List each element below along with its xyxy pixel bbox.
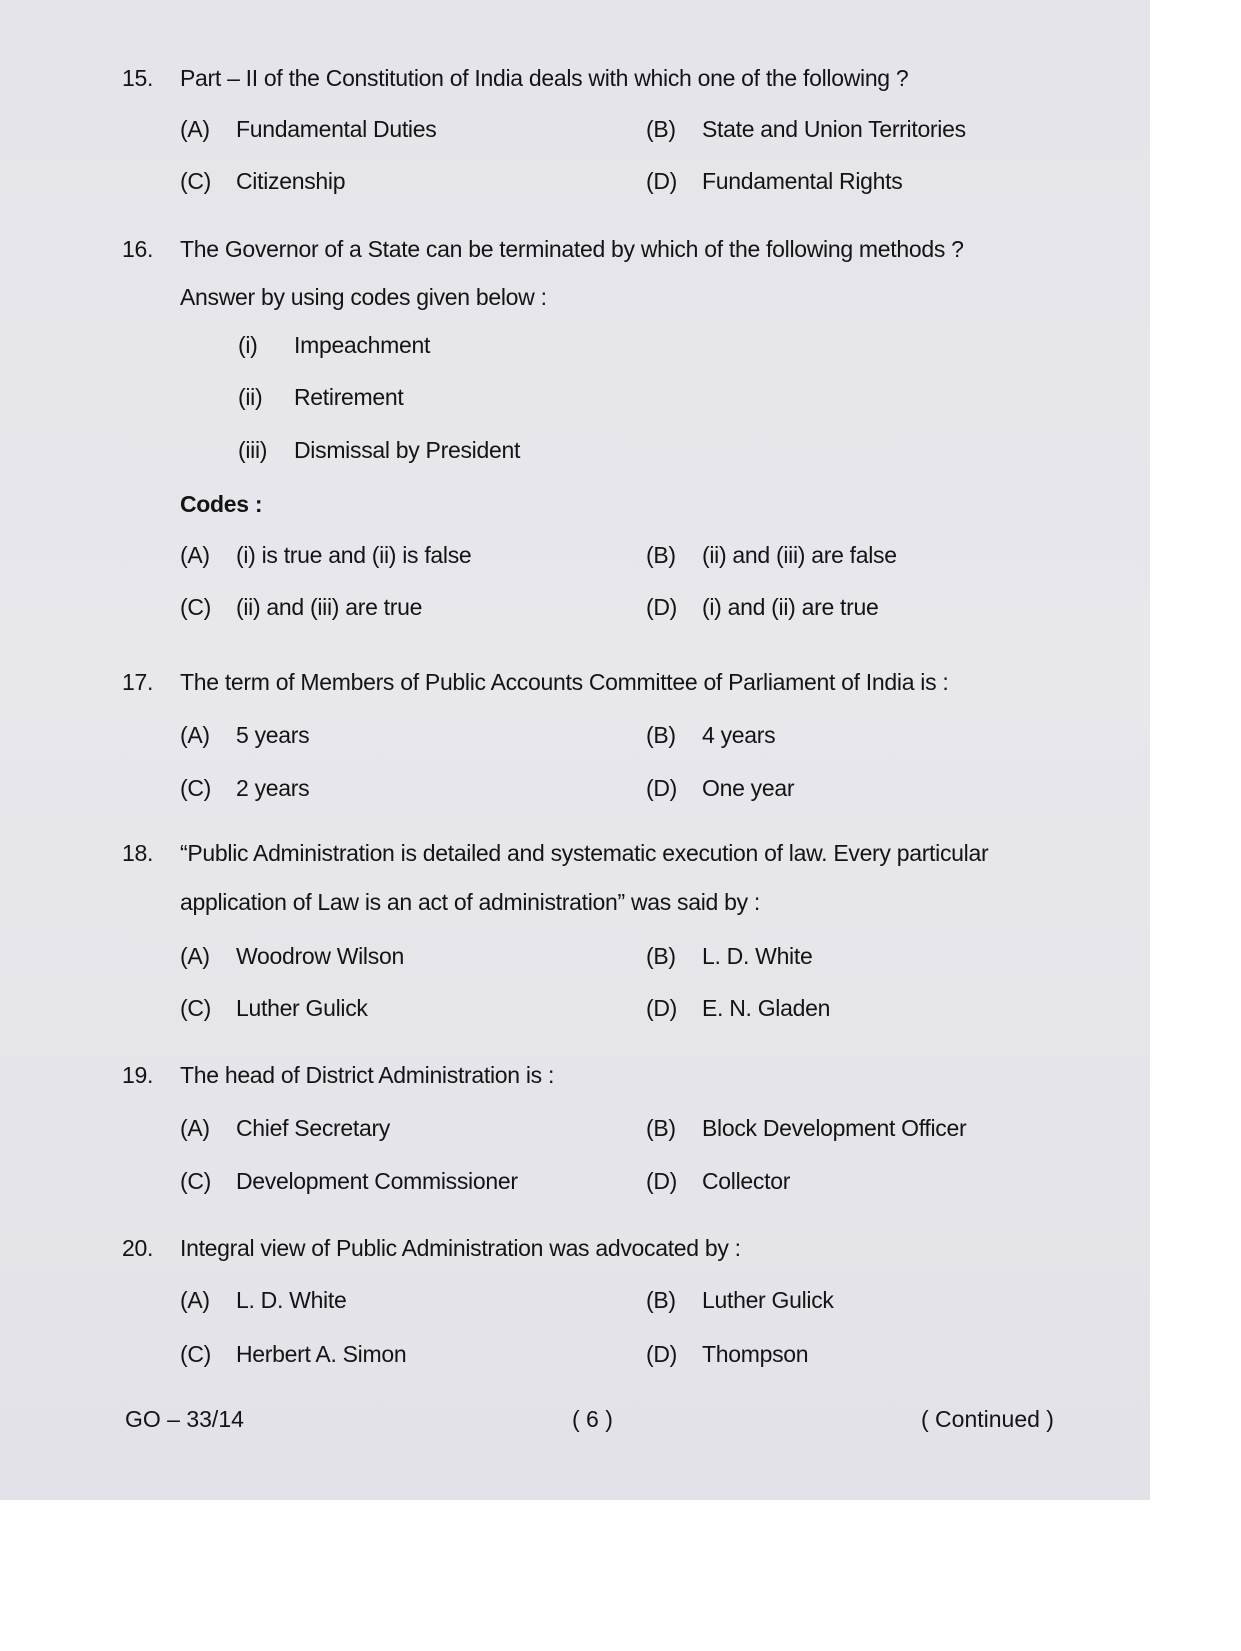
question-text: The term of Members of Public Accounts Committee of Parliament of India is :	[180, 669, 949, 695]
option-a: (A) (i) is true and (ii) is false	[180, 542, 472, 568]
question-instruction: Answer by using codes given below :	[180, 284, 547, 310]
option-c: (C) Luther Gulick	[180, 995, 368, 1021]
option-d: (D) E. N. Gladen	[646, 995, 831, 1021]
option-d: (D) Fundamental Rights	[646, 168, 903, 194]
question-number: 19.	[122, 1062, 154, 1088]
page-number: ( 6 )	[572, 1406, 613, 1432]
question-text: Integral view of Public Administration was advocated by :	[180, 1235, 741, 1261]
option-a: (A) Fundamental Duties	[180, 116, 437, 142]
question-text: The head of District Administration is :	[180, 1062, 555, 1088]
question-number: 15.	[122, 65, 154, 91]
option-c: (C) Herbert A. Simon	[180, 1341, 407, 1367]
option-c: (C) Development Commissioner	[180, 1168, 518, 1194]
list-item-ii: (ii) Retirement	[238, 384, 404, 410]
option-a: (A) 5 years	[180, 722, 310, 748]
continued-label: ( Continued )	[921, 1406, 1054, 1432]
option-b: (B) Luther Gulick	[646, 1287, 834, 1313]
question-text: “Public Administration is detailed and systematic execution of law. Every particular	[180, 840, 989, 866]
option-b: (B) State and Union Territories	[646, 116, 966, 142]
codes-heading: Codes :	[180, 491, 263, 517]
option-d: (D) Collector	[646, 1168, 791, 1194]
option-b: (B) 4 years	[646, 722, 776, 748]
option-b: (B) Block Development Officer	[646, 1115, 967, 1141]
option-b: (B) (ii) and (iii) are false	[646, 542, 897, 568]
option-d: (D) Thompson	[646, 1341, 809, 1367]
question-text: The Governor of a State can be terminated by which of the following methods ?	[180, 236, 964, 262]
list-item-i: (i) Impeachment	[238, 332, 431, 358]
option-d: (D) One year	[646, 775, 795, 801]
paper-code: GO – 33/14	[125, 1406, 244, 1432]
question-number: 16.	[122, 236, 154, 262]
question-text-continued: application of Law is an act of administration” was said by :	[180, 889, 761, 915]
option-c: (C) Citizenship	[180, 168, 346, 194]
option-d: (D) (i) and (ii) are true	[646, 594, 879, 620]
option-c: (C) (ii) and (iii) are true	[180, 594, 423, 620]
question-number: 17.	[122, 669, 154, 695]
option-c: (C) 2 years	[180, 775, 310, 801]
question-number: 18.	[122, 840, 154, 866]
option-a: (A) L. D. White	[180, 1287, 347, 1313]
list-item-iii: (iii) Dismissal by President	[238, 437, 521, 463]
option-a: (A) Woodrow Wilson	[180, 943, 404, 969]
option-b: (B) L. D. White	[646, 943, 813, 969]
option-a: (A) Chief Secretary	[180, 1115, 391, 1141]
question-number: 20.	[122, 1235, 154, 1261]
question-text: Part – II of the Constitution of India deals with which one of the following ?	[180, 65, 909, 91]
